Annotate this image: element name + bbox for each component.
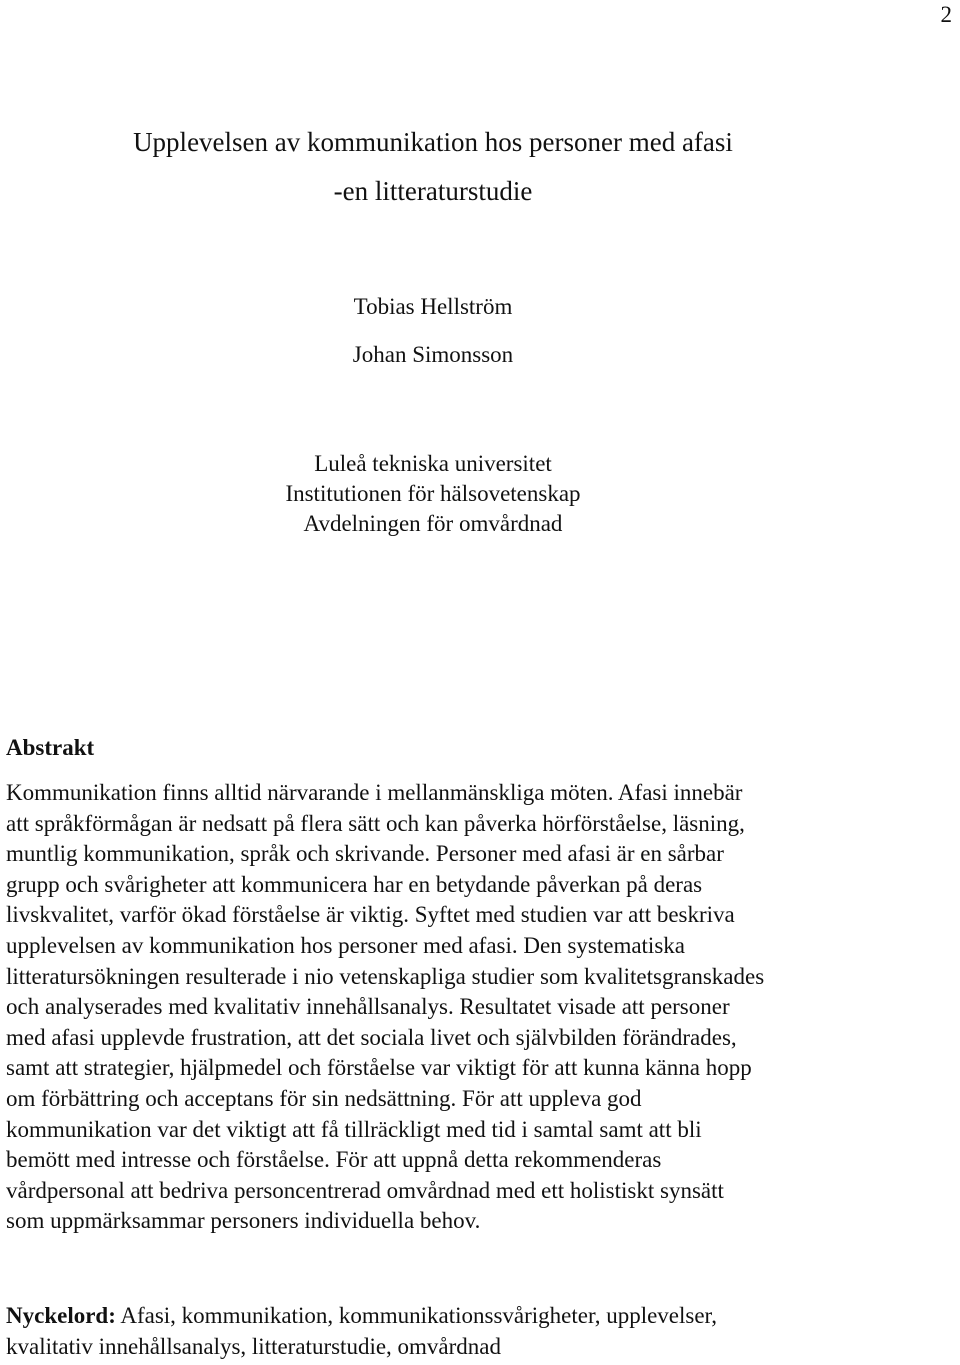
abstract-line: litteratursökningen resulterade i nio vetenskapliga studier som kvalitetsgranskades [6, 963, 765, 989]
document-title [0, 118, 866, 216]
university-name: Luleå tekniska universitet [314, 451, 552, 476]
abstract-line: Kommunikation finns alltid närvarande i mellanmänskliga möten. Afasi innebär [6, 780, 743, 805]
title-line-2: -en litteraturstudie [333, 176, 533, 206]
abstract-line: livskvalitet, varför ökad förståelse är viktig. Syftet med studien var att beskriva [6, 902, 735, 928]
page-number: 2 [940, 2, 952, 27]
abstract-line: vårdpersonal att bedriva personcentrerad omvårdnad med ett holistiskt synsätt [6, 1177, 724, 1203]
abstract-heading: Abstrakt [6, 735, 95, 760]
author-list [0, 283, 866, 379]
abstract-body [6, 778, 906, 1237]
keywords-text-1: Afasi, kommunikation, kommunikationssvårigheter, upplevelser, [115, 1303, 718, 1328]
abstract-line: grupp och svårigheter att kommunicera har en betydande påverkan på deras [6, 871, 703, 897]
abstract-line: att språkförmågan är nedsatt på flera sätt och kan påverka hörförståelse, läsning, [6, 810, 745, 836]
division-name: Avdelningen för omvårdnad [303, 511, 563, 536]
abstract-line: kommunikation var det viktigt att få tillräckligt med tid i samtal samt att bli [6, 1116, 702, 1142]
author-1: Tobias Hellström [353, 294, 513, 319]
keywords-section [6, 1300, 906, 1362]
keywords-line-1 [6, 1300, 906, 1331]
abstract-line: om förbättring och acceptans för sin nedsättning. För att uppleva god [6, 1085, 642, 1111]
author-2: Johan Simonsson [352, 342, 514, 367]
keywords-text-2: kvalitativ innehållsanalys, litteraturstudie, omvårdnad [6, 1334, 502, 1359]
affiliation [0, 449, 866, 539]
abstract-line: och analyserades med kvalitativ innehållsanalys. Resultatet visade att personer [6, 994, 730, 1020]
abstract-line: muntlig kommunikation, språk och skrivande. Personer med afasi är en sårbar [6, 841, 724, 867]
abstract-line: samt att strategier, hjälpmedel och förståelse var viktigt för att kunna känna hopp [6, 1055, 752, 1081]
title-line-1: Upplevelsen av kommunikation hos personer med afasi [133, 127, 733, 157]
abstract-line: som uppmärksammar personers individuella behov. [6, 1208, 481, 1234]
abstract-line: upplevelsen av kommunikation hos personer med afasi. Den systematiska [6, 932, 685, 958]
abstract-line: med afasi upplevde frustration, att det sociala livet och självbilden förändrades, [6, 1024, 737, 1050]
abstract-line: bemött med intresse och förståelse. För att uppnå detta rekommenderas [6, 1147, 662, 1173]
keywords-label: Nyckelord: [6, 1303, 116, 1328]
institution-name: Institutionen för hälsovetenskap [285, 481, 581, 506]
